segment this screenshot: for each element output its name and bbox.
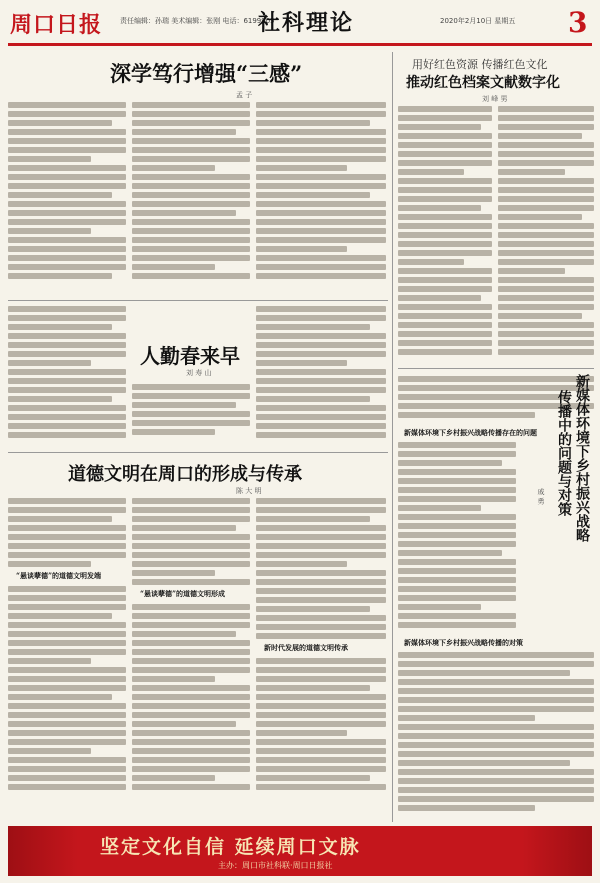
article-spring-body-left	[8, 306, 126, 446]
article-archive	[398, 50, 594, 365]
article-spring-body-right	[256, 306, 386, 446]
article-deep-title: 深学笃行增强“三感”	[110, 61, 303, 86]
article-deep-byline: 孟 子	[236, 91, 253, 99]
article-moral-body-col1	[8, 498, 126, 818]
article-newmedia-rule	[398, 368, 594, 369]
article-spring	[8, 300, 388, 450]
article-deep	[8, 50, 388, 295]
article-moral-subhead-1: “悬谈孽德”的道德文明发端	[16, 571, 102, 580]
article-newmedia	[398, 368, 594, 823]
article-spring-byline: 刘 寿 山	[186, 369, 212, 377]
page-number: 3	[568, 6, 588, 39]
article-newmedia-body-top	[398, 442, 516, 632]
article-newmedia-subhead-1: 新媒体环境下乡村振兴战略传播存在的问题	[404, 428, 537, 437]
banner-slogan: 坚定文化自信 延续周口文脉	[100, 836, 361, 858]
article-moral-body-col3	[256, 498, 386, 818]
article-newmedia-byline: 戚 勇	[537, 488, 545, 505]
article-archive-title: 推动红色档案文献数字化	[406, 75, 560, 91]
article-spring-title: 人勤春来早	[140, 344, 240, 368]
article-archive-byline: 刘 峰 男	[482, 95, 508, 103]
article-archive-body-left	[398, 106, 492, 361]
article-spring-rule	[8, 300, 388, 301]
article-spring-body-mid	[132, 384, 250, 446]
article-moral	[8, 452, 388, 822]
issue-date: 2020年2月10日 星期五	[440, 17, 516, 25]
article-archive-body-right	[498, 106, 594, 361]
article-moral-title: 道德文明在周口的形成与传承	[68, 464, 302, 485]
article-moral-body-col2	[132, 498, 250, 818]
banner-ornament-right	[522, 826, 592, 876]
bottom-banner	[8, 826, 592, 876]
column-divider	[392, 52, 393, 822]
article-moral-subhead-2: “悬谈孽德”的道德文明形成	[140, 589, 226, 598]
article-newmedia-body-bottom	[398, 652, 594, 820]
masthead-rule	[8, 43, 592, 46]
article-newmedia-title-line1: 新媒体环境下乡村振兴战略	[574, 374, 590, 542]
section-name: 社科理论	[258, 10, 355, 36]
banner-caption: 主办：周口市社科联·周口日报社	[218, 861, 333, 870]
article-newmedia-subhead-2: 新媒体环境下乡村振兴战略传播的对策	[404, 638, 523, 647]
newspaper-logo: 周口日报	[10, 12, 103, 38]
article-moral-subhead-3: 新时代发展的道德文明传承	[264, 643, 348, 652]
masthead-meta: 责任编辑：孙瑞 美术编辑：张刚 电话：6199905	[120, 17, 275, 25]
article-archive-kicker: 用好红色资源 传播红色文化	[412, 58, 548, 71]
banner-ornament-left	[8, 826, 78, 876]
article-moral-byline: 陈 大 明	[236, 487, 262, 495]
article-moral-rule	[8, 452, 388, 453]
article-deep-body	[8, 100, 388, 295]
article-newmedia-title-line2: 传播中的问题与对策	[556, 390, 572, 516]
